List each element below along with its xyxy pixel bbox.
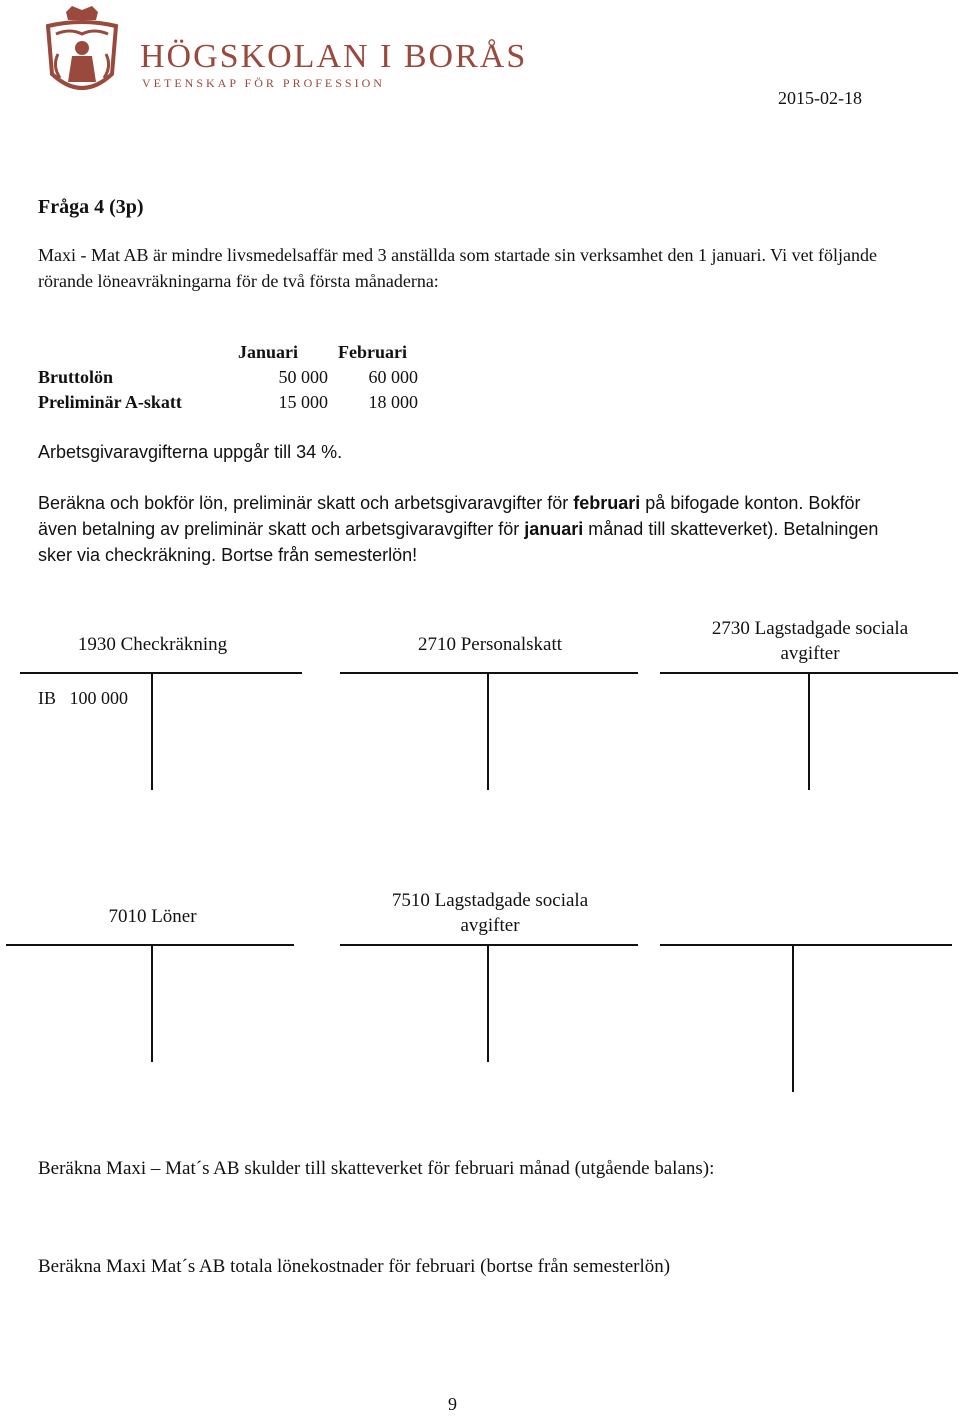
column-header-february: Februari: [338, 342, 407, 362]
fee-note: Arbetsgivaravgifterna uppgår till 34 %.: [38, 442, 343, 462]
t-account-2710-top: [340, 672, 638, 674]
t-account-2730-divider: [808, 673, 810, 790]
t-account-7010-divider: [151, 945, 153, 1062]
question-title: Fråga 4 (3p): [38, 196, 144, 218]
task-instructions: [38, 490, 898, 568]
task-emphasis-february: februari: [573, 493, 641, 513]
cell-january: 15 000: [278, 392, 328, 412]
logo-subtitle: VETENSKAP FÖR PROFESSION: [142, 76, 385, 90]
column-header-january: Januari: [238, 342, 299, 362]
document-date: 2015-02-18: [778, 88, 862, 108]
question-intro: Maxi - Mat AB är mindre livsmedelsaffär med 3 anställda som startade sin verksamhet den 1 januari. Vi vet följande rörande löneavräkningarna för de två första månaderna:: [38, 245, 878, 291]
task-text: på bifogade konton. Bokför även betalning av preliminär skatt och arbetsgivaravgifter för: [38, 493, 861, 539]
t-account-blank-divider: [792, 945, 794, 1092]
task-text: månad till skatteverket). Betalningen sker via checkräkning. Bortse från semesterlön!: [38, 519, 879, 565]
task-emphasis-january: januari: [524, 519, 584, 539]
t-account-7510-divider: [487, 945, 489, 1062]
cell-february: 60 000: [368, 367, 418, 387]
logo-title: HÖGSKOLAN I BORÅS: [140, 38, 528, 75]
t-account-1930-divider: [151, 673, 153, 790]
task-text: Beräkna och bokför lön, preliminär skatt och arbetsgivaravgifter för: [38, 493, 574, 513]
account-title-2730: 2730 Lagstadgade sociala avgifter: [711, 618, 909, 664]
t-account-7510-top: [340, 944, 638, 946]
cell-february: 18 000: [368, 392, 418, 412]
crest-icon: [36, 4, 128, 104]
page-number: 9: [448, 1394, 457, 1414]
opening-balance: [38, 688, 128, 709]
answer-prompt-tax-liability: Beräkna Maxi – Mat´s AB skulder till skatteverket för februari månad (utgående balans):: [38, 1158, 715, 1179]
account-title-1930: 1930 Checkräkning: [77, 634, 228, 655]
t-account-1930-top: [20, 672, 302, 674]
t-account-7010-top: [6, 944, 294, 946]
t-account-2710-divider: [487, 673, 489, 790]
cell-january: 50 000: [278, 367, 328, 387]
answer-prompt-salary-cost: Beräkna Maxi Mat´s AB totala lönekostnader för februari (bortse från semesterlön): [38, 1256, 671, 1277]
t-account-blank-top: [660, 944, 952, 946]
account-title-7010: 7010 Löner: [108, 906, 197, 927]
ib-value: 100 000: [69, 688, 128, 708]
account-title-7510: 7510 Lagstadgade sociala avgifter: [391, 890, 589, 936]
account-title-2710: 2710 Personalskatt: [417, 634, 563, 655]
row-label: Bruttolön: [38, 367, 114, 387]
ib-label: IB: [38, 688, 56, 708]
row-label: Preliminär A-skatt: [38, 392, 182, 412]
